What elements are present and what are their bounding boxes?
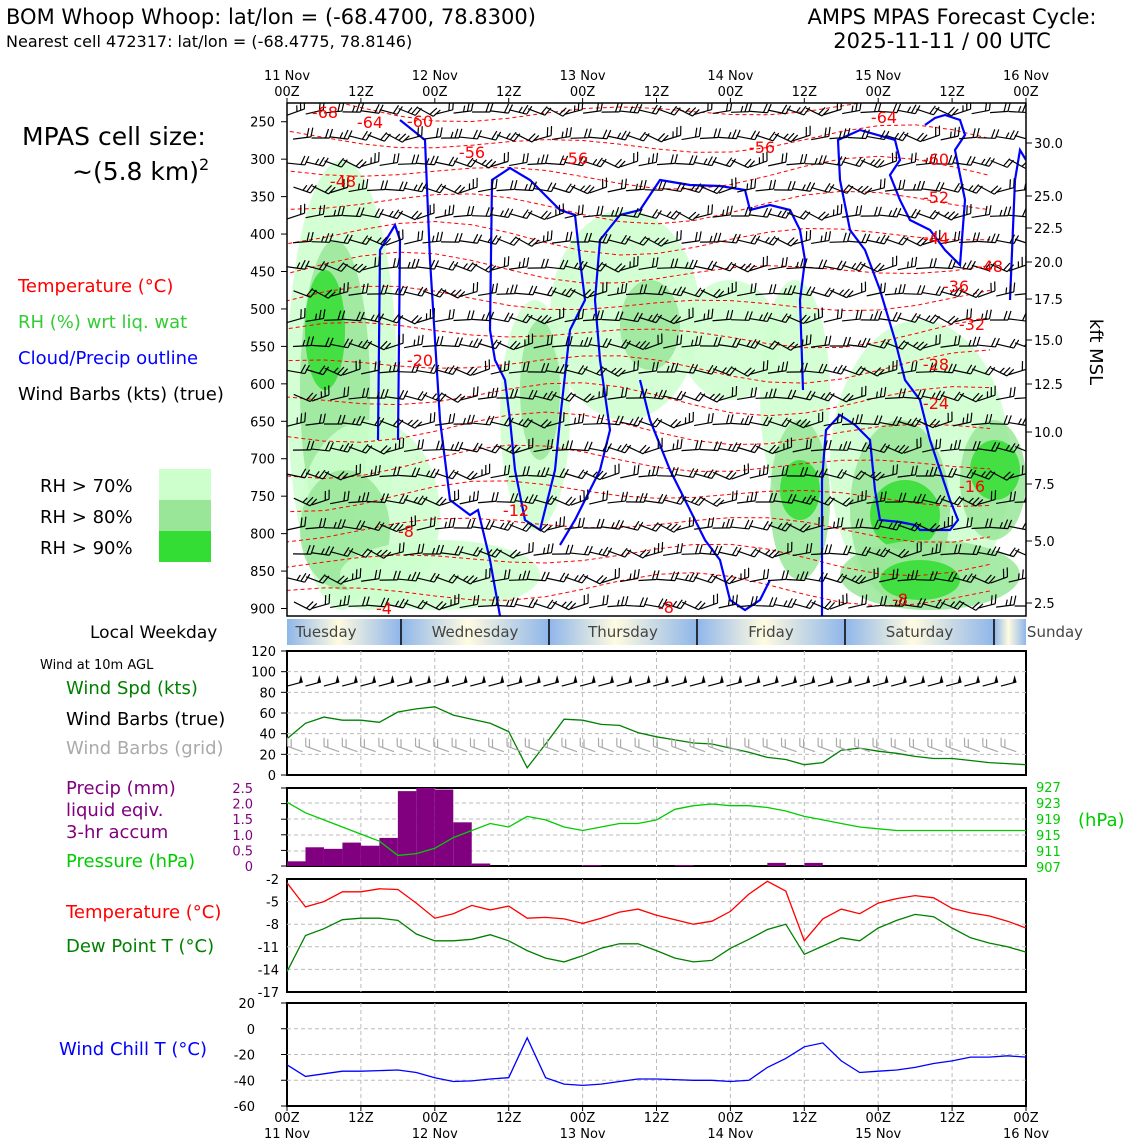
windspd-tick-label: 100 — [251, 665, 276, 681]
temperature-contour-label: -32 — [958, 315, 986, 334]
top-date-label: 11 Nov — [263, 69, 311, 84]
weekday-label: Wednesday — [431, 623, 519, 641]
temperature-contour-label: -56 — [561, 149, 589, 168]
top-hour-label: 00Z — [569, 85, 596, 100]
temperature-tick-label: -2 — [266, 873, 279, 888]
temperature-contour-label: -12 — [502, 501, 530, 520]
precip-bar — [342, 843, 360, 866]
bottom-hour-label: 00Z — [274, 1111, 300, 1126]
temperature-contour-label: -44 — [922, 229, 950, 248]
top-date-label: 16 Nov — [1002, 69, 1050, 84]
temperature-contour-label: -64 — [356, 113, 384, 132]
temperature-tick-label: -14 — [257, 963, 279, 979]
weekday-label: Sunday — [1026, 623, 1084, 641]
hpa-axis-title: (hPa) — [1078, 810, 1125, 831]
pressure-tick-label: 800 — [250, 527, 275, 543]
pressure-tick-label: 911 — [1036, 845, 1061, 860]
top-hour-label: 12Z — [495, 85, 522, 100]
temperature-contour-label: -48 — [976, 257, 1004, 276]
temperature-tick-label: -5 — [266, 895, 279, 911]
pressure-tick-label: 750 — [250, 490, 275, 506]
temperature-contour-label: -36 — [942, 277, 970, 296]
kft-axis-title: kft MSL — [1085, 318, 1106, 386]
temperature-contour-label: -48 — [329, 172, 357, 191]
bottom-hour-label: 00Z — [569, 1111, 596, 1126]
weekday-label: Saturday — [885, 623, 954, 641]
temperature-tick-label: -11 — [257, 940, 279, 956]
precip-tick-label: 0.5 — [232, 844, 253, 860]
title-left: BOM Whoop Whoop: lat/lon = (-68.4700, 78.8300) — [6, 5, 536, 29]
cell-size-line2: ~(5.8 km)$^2$ — [72, 155, 210, 186]
legend-rh80-label: RH > 80% — [40, 507, 133, 528]
temperature-tick-label: -17 — [257, 986, 279, 1001]
precip-bar — [287, 861, 305, 866]
windspd-tick-label: 120 — [251, 645, 276, 660]
weekday-label: Thursday — [588, 623, 658, 641]
pressure-tick-label: 650 — [250, 415, 275, 431]
precip-pressure-panel — [232, 781, 1061, 876]
local-weekday-label: Local Weekday — [90, 623, 218, 643]
legend-barbs-grid: Wind Barbs (grid) — [66, 738, 224, 759]
pressure-tick-label: 923 — [1036, 797, 1061, 812]
subtitle-left: Nearest cell 472317: lat/lon = (-68.4775, 78.8146) — [6, 32, 413, 51]
legend-windchill: Wind Chill T (°C) — [59, 1039, 207, 1060]
weekday-bar — [287, 619, 1083, 645]
temperature-contour-label: -60 — [922, 150, 950, 169]
kft-tick-label: 10.0 — [1034, 426, 1063, 441]
weekday-cell — [994, 619, 1026, 645]
legend-barbs-true: Wind Barbs (true) — [66, 709, 226, 730]
temperature-contour-label: -56 — [748, 138, 776, 157]
temperature-contour-label: -8 — [658, 598, 674, 617]
windchill-tick-label: 0 — [246, 1022, 255, 1038]
bottom-hour-label: 00Z — [422, 1111, 448, 1126]
bottom-hour-label: 12Z — [791, 1111, 818, 1126]
pressure-axis — [250, 116, 287, 618]
windspd-tick-label: 60 — [259, 707, 276, 722]
bottom-hour-label: 12Z — [495, 1111, 522, 1126]
top-hour-label: 12Z — [939, 85, 965, 100]
kft-tick-label: 25.0 — [1034, 190, 1063, 205]
wind-10m-label: Wind at 10m AGL — [40, 658, 154, 673]
legend-wind-barbs: Wind Barbs (kts) (true) — [18, 384, 224, 405]
top-hour-label: 00Z — [865, 85, 891, 100]
legend-precip-line3: 3-hr accum — [66, 822, 169, 843]
pressure-tick-label: 900 — [250, 602, 275, 618]
top-hour-label: 00Z — [422, 85, 448, 100]
bottom-date-label: 16 Nov — [1002, 1127, 1050, 1140]
pressure-tick-label: 550 — [250, 340, 275, 356]
precip-tick-label: 0 — [244, 860, 253, 875]
bottom-time-axis — [264, 1106, 1049, 1140]
bottom-date-label: 11 Nov — [263, 1127, 311, 1140]
precip-tick-label: 2.0 — [232, 797, 253, 813]
precip-bar — [675, 865, 693, 866]
pressure-tick-label: 700 — [250, 452, 275, 468]
bottom-date-label: 14 Nov — [707, 1127, 754, 1140]
precip-bar — [453, 822, 471, 866]
kft-axis — [1026, 137, 1063, 612]
legend-pressure: Pressure (hPa) — [66, 851, 196, 872]
precip-bar — [767, 863, 785, 866]
pressure-tick-label: 450 — [250, 265, 275, 281]
top-date-label: 12 Nov — [411, 69, 458, 84]
pressure-tick-label: 907 — [1036, 861, 1061, 876]
wind-speed-panel — [251, 645, 1026, 784]
temperature-contour-label: -28 — [922, 355, 950, 374]
precip-bar — [472, 864, 490, 866]
windspd-tick-label: 80 — [259, 686, 276, 702]
temperature-tick-label: -8 — [266, 918, 279, 934]
top-date-label: 13 Nov — [559, 69, 606, 84]
kft-tick-label: 7.5 — [1034, 478, 1055, 493]
top-time-axis — [264, 69, 1049, 103]
pressure-tick-label: 400 — [250, 228, 275, 244]
top-hour-label: 12Z — [643, 85, 670, 100]
kft-tick-label: 22.5 — [1034, 222, 1063, 237]
legend-rh90-label: RH > 90% — [40, 538, 133, 559]
top-hour-label: 00Z — [1013, 85, 1039, 100]
legend-precip-line1: Precip (mm) — [66, 778, 176, 799]
cross-section-panel — [284, 93, 1038, 618]
pressure-tick-label: 915 — [1036, 829, 1061, 844]
bottom-date-label: 15 Nov — [855, 1127, 902, 1140]
rh-area — [870, 480, 940, 550]
kft-tick-label: 2.5 — [1034, 597, 1055, 612]
bottom-hour-label: 00Z — [717, 1111, 744, 1126]
legend-rh: RH (%) wrt liq. wat — [18, 312, 188, 333]
legend-wind-speed: Wind Spd (kts) — [66, 678, 198, 699]
legend-rh80-swatch — [159, 500, 211, 531]
top-date-label: 15 Nov — [855, 69, 902, 84]
temperature-contour-label: -56 — [458, 143, 486, 162]
temperature-contour-label: -52 — [922, 188, 950, 207]
kft-tick-label: 15.0 — [1034, 334, 1063, 349]
pressure-tick-label: 927 — [1036, 781, 1061, 796]
pressure-tick-label: 919 — [1036, 813, 1061, 828]
windspd-tick-label: 40 — [259, 727, 276, 743]
legend-rh70-label: RH > 70% — [40, 476, 133, 497]
pressure-tick-label: 300 — [250, 153, 275, 169]
top-hour-label: 00Z — [274, 85, 300, 100]
windspd-tick-label: 20 — [259, 748, 276, 764]
bottom-hour-label: 12Z — [643, 1111, 670, 1126]
legend-temperature-2: Temperature (°C) — [66, 902, 222, 923]
pressure-tick-label: 600 — [250, 377, 275, 393]
bottom-date-label: 12 Nov — [411, 1127, 458, 1140]
legend-precip-line2: liquid eqiv. — [66, 800, 164, 821]
temperature-panel — [258, 873, 1026, 1001]
temperature-contour-label: -20 — [406, 351, 434, 370]
legend-rh90-swatch — [159, 531, 211, 562]
title-right-line1: AMPS MPAS Forecast Cycle: — [807, 5, 1097, 29]
temperature-contour-label: -68 — [311, 103, 339, 122]
precip-bar — [804, 863, 822, 866]
bottom-hour-label: 00Z — [1013, 1111, 1039, 1126]
legend-temperature: Temperature (°C) — [18, 276, 174, 297]
precip-bar — [583, 865, 601, 866]
legend-rh70-swatch — [159, 469, 211, 500]
weekday-label: Friday — [748, 623, 794, 641]
precip-bar — [305, 847, 323, 866]
title-right-line2: 2025-11-11 / 00 UTC — [833, 29, 1051, 53]
bottom-hour-label: 00Z — [865, 1111, 891, 1126]
temperature-contour-label: -16 — [958, 477, 986, 496]
precip-bar — [416, 788, 434, 866]
temperature-contour-label: -4 — [376, 599, 392, 618]
cell-size-line1: MPAS cell size: — [22, 122, 206, 151]
precip-tick-label: 1.5 — [232, 813, 253, 829]
precip-bar — [379, 838, 397, 866]
kft-tick-label: 30.0 — [1034, 137, 1063, 152]
weekday-label: Tuesday — [295, 623, 357, 641]
windspd-tick-label: 0 — [267, 769, 276, 784]
pressure-tick-label: 350 — [250, 190, 275, 206]
precip-bar — [435, 790, 453, 866]
top-hour-label: 00Z — [717, 85, 744, 100]
temperature-contour-label: -24 — [922, 394, 950, 413]
windchill-tick-label: 20 — [238, 997, 255, 1012]
top-date-label: 14 Nov — [707, 69, 754, 84]
precip-tick-label: 1.0 — [232, 828, 253, 844]
windchill-panel — [234, 997, 1026, 1115]
kft-tick-label: 20.0 — [1034, 256, 1063, 271]
temperature-contour-label: -60 — [406, 112, 434, 131]
legend-dewpoint: Dew Point T (°C) — [66, 936, 215, 957]
bottom-date-label: 13 Nov — [559, 1127, 606, 1140]
top-hour-label: 12Z — [348, 85, 374, 100]
windchill-tick-label: -20 — [233, 1048, 255, 1064]
temperature-contour-label: -8 — [398, 522, 414, 541]
pressure-tick-label: 500 — [250, 302, 275, 318]
windchill-tick-label: -60 — [233, 1100, 255, 1115]
precip-bar — [361, 846, 379, 866]
windchill-tick-label: -40 — [233, 1074, 255, 1090]
temperature-contour-label: -8 — [892, 590, 908, 609]
rh-area — [780, 460, 820, 520]
bottom-hour-label: 12Z — [348, 1111, 374, 1126]
precip-tick-label: 2.5 — [232, 782, 253, 797]
precip-bar — [324, 849, 342, 866]
kft-tick-label: 12.5 — [1034, 378, 1063, 393]
pressure-tick-label: 250 — [250, 115, 275, 131]
temperature-contour-label: -64 — [870, 108, 898, 127]
top-hour-label: 12Z — [791, 85, 818, 100]
pressure-tick-label: 850 — [250, 565, 275, 581]
kft-tick-label: 17.5 — [1034, 293, 1063, 308]
kft-tick-label: 5.0 — [1034, 535, 1055, 550]
legend-cloud-outline: Cloud/Precip outline — [18, 348, 199, 369]
bottom-hour-label: 12Z — [939, 1111, 965, 1126]
